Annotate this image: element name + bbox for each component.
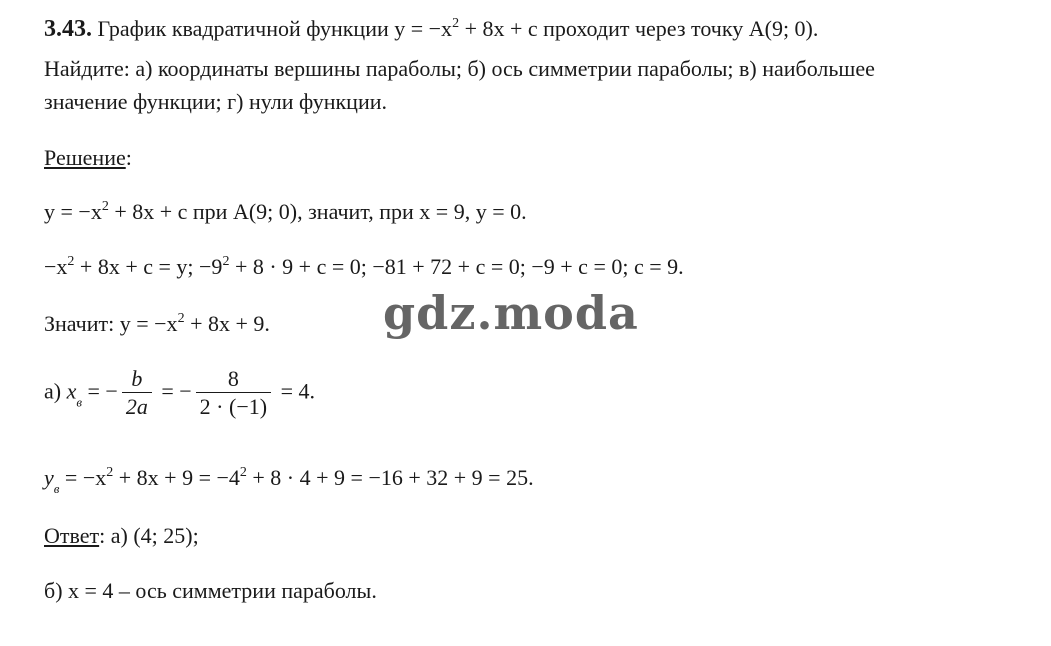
l3-a: Значит: y = −x (44, 311, 178, 336)
eq-3: = 4. (275, 378, 315, 404)
answer-a: : а) (4; 25); (99, 523, 199, 548)
l3-b: + 8x + 9. (184, 311, 270, 336)
xv-sub: в (76, 394, 83, 410)
eq-2: = − (155, 378, 192, 404)
l1-a: y = −x (44, 199, 102, 224)
solution-line-1 (44, 199, 527, 225)
l2-c: + 8 · 9 + c = 0; −81 + 72 + c = 0; −9 + c = 0; c = 9. (229, 254, 684, 279)
fraction-b-over-2a (122, 366, 152, 421)
exponent: 2 (67, 254, 75, 269)
yv-a: = −x (59, 465, 107, 490)
problem-number: 3.43. (44, 16, 92, 42)
eq-1: = − (82, 378, 118, 404)
solution-line-2 (44, 254, 684, 280)
frac1-numerator: b (131, 366, 143, 391)
part-a-prefix: а) (44, 378, 67, 404)
exponent: 2 (177, 311, 185, 326)
l2-a: −x (44, 254, 68, 279)
solution-heading (44, 145, 132, 171)
yv-var: y (44, 465, 54, 490)
solution-heading-label: Решение (44, 145, 126, 170)
xv-var: x (66, 378, 77, 404)
exponent: 2 (222, 254, 230, 269)
exponent: 2 (101, 199, 109, 214)
yv-b: + 8x + 9 = −4 (113, 465, 240, 490)
exponent: 2 (106, 465, 114, 480)
problem-text-1a: График квадратичной функции y = −x (97, 16, 453, 41)
yv-c: + 8 · 4 + 9 = −16 + 32 + 9 = 25. (246, 465, 534, 490)
frac2-numerator: 8 (227, 366, 239, 391)
watermark: gdz.moda (383, 286, 639, 340)
frac1-denominator: 2a (125, 394, 148, 419)
fraction-8-over-2x-1 (196, 366, 271, 421)
answer-line-b: б) x = 4 – ось симметрии параболы. (44, 578, 377, 603)
l2-b: + 8x + c = y; −9 (74, 254, 223, 279)
problem-text-1b: + 8x + c проходит через точку A(9; 0). (459, 16, 819, 41)
exponent: 2 (452, 16, 460, 31)
answer-line-a (44, 523, 199, 549)
solution-line-3 (44, 311, 270, 337)
yv-sub: в (53, 481, 60, 496)
vertex-y-line (44, 465, 534, 496)
l1-b: + 8x + c при A(9; 0), значит, при x = 9, y = 0. (108, 199, 527, 224)
problem-line-3: значение функции; г) нули функции. (44, 89, 387, 114)
solution-heading-colon: : (125, 145, 132, 170)
problem-line-2: Найдите: а) координаты вершины параболы; б) ось симметрии параболы; в) наибольшее (44, 56, 875, 81)
problem-line-1 (44, 16, 818, 43)
part-a-line (44, 366, 315, 421)
frac2-denominator: 2 · (−1) (199, 394, 268, 419)
answer-label: Ответ (44, 523, 100, 548)
exponent: 2 (239, 465, 247, 480)
